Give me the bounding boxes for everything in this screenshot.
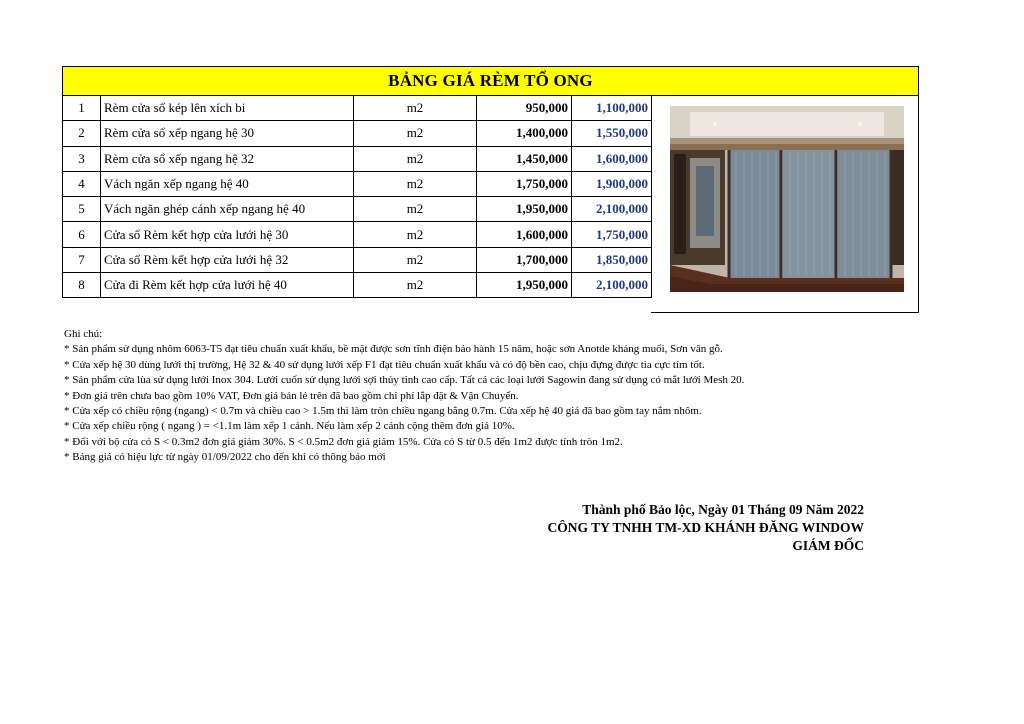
product-name: Rèm cửa sổ xếp ngang hệ 32 xyxy=(101,146,354,171)
price: 1,950,000 xyxy=(477,273,572,298)
product-name: Rèm cửa sổ kép lên xích bi xyxy=(101,96,354,121)
unit: m2 xyxy=(354,96,477,121)
table-row xyxy=(63,121,652,146)
note-line: * Bảng giá có hiệu lực từ ngày 01/09/2022 cho đến khi có thông báo mới xyxy=(64,451,386,464)
price: 950,000 xyxy=(477,96,572,121)
price: 1,450,000 xyxy=(477,146,572,171)
row-number: 3 xyxy=(63,146,101,171)
signer-role: GIÁM ĐỐC xyxy=(792,538,864,553)
row-number: 6 xyxy=(63,222,101,247)
note-line: * Đối với bộ cửa có S < 0.3m2 đơn giá giảm 30%. S < 0.5m2 đơn giá giảm 15%. Cửa có S từ 0.5 đến 1m2 được tính tròn 1m2. xyxy=(64,435,623,448)
price: 1,600,000 xyxy=(477,222,572,247)
unit: m2 xyxy=(354,121,477,146)
product-name: Cửa đi Rèm kết hợp cửa lưới hệ 40 xyxy=(101,273,354,298)
product-name: Cửa sổ Rèm kết hợp cửa lưới hệ 32 xyxy=(101,247,354,272)
price-alt: 1,850,000 xyxy=(572,247,652,272)
row-number: 4 xyxy=(63,171,101,196)
company-name: CÔNG TY TNHH TM-XD KHÁNH ĐĂNG WINDOW xyxy=(547,520,864,535)
price: 1,700,000 xyxy=(477,247,572,272)
table-row xyxy=(63,247,652,272)
price-table xyxy=(62,95,652,298)
page-title: BẢNG GIÁ RÈM TỔ ONG xyxy=(388,71,593,90)
product-name: Cửa sổ Rèm kết hợp cửa lưới hệ 30 xyxy=(101,222,354,247)
price: 1,950,000 xyxy=(477,197,572,222)
row-number: 5 xyxy=(63,197,101,222)
note-line: * Đơn giá trên chưa bao gồm 10% VAT, Đơn giá bán lẻ trên đã bao gồm chi phí lắp đặt & Vận Chuyển. xyxy=(64,389,519,402)
table-row xyxy=(63,171,652,196)
price-alt: 2,100,000 xyxy=(572,273,652,298)
note-line: * Cửa xếp chiều rộng ( ngang ) = <1.1m làm xếp 1 cánh. Nếu làm xếp 2 cánh cộng thêm đơn giá 10%. xyxy=(64,420,515,433)
product-photo-cell xyxy=(651,95,919,313)
price-alt: 1,750,000 xyxy=(572,222,652,247)
table-row xyxy=(63,146,652,171)
row-number: 7 xyxy=(63,247,101,272)
room-partition-image xyxy=(670,106,904,292)
product-photo xyxy=(670,106,904,292)
unit: m2 xyxy=(354,171,477,196)
table-row xyxy=(63,96,652,121)
table-row xyxy=(63,222,652,247)
unit: m2 xyxy=(354,273,477,298)
price-alt: 1,900,000 xyxy=(572,171,652,196)
unit: m2 xyxy=(354,146,477,171)
note-line: * Cửa xếp hệ 30 dùng lưới thị trường, Hệ 32 & 40 sử dụng lưới xếp F1 đạt tiêu chuẩn xuất khẩu và có độ bền cao, chịu đựng được tia cực tím tốt. xyxy=(64,358,705,371)
price: 1,400,000 xyxy=(477,121,572,146)
signature-block xyxy=(547,501,864,555)
row-number: 8 xyxy=(63,273,101,298)
table-row xyxy=(63,197,652,222)
note-line: * Sản phẩm cửa lùa sử dụng lưới Inox 304. Lưới cuốn sử dụng lưới sợi thủy tinh cao cấp. Tất cả các loại lưới Sagowin đang sử dụng có mắt lưới Mesh 20. xyxy=(64,374,745,387)
price-alt: 2,100,000 xyxy=(572,197,652,222)
row-number: 2 xyxy=(63,121,101,146)
price-alt: 1,100,000 xyxy=(572,96,652,121)
note-line: * Cửa xếp có chiều rộng (ngang) < 0.7m và chiều cao > 1.5m thì làm tròn chiều ngang bằng 0.7m. Cửa xếp hệ 40 giá đã bao gồm tay nắm nhôm. xyxy=(64,405,702,418)
place-date: Thành phố Bảo lộc, Ngày 01 Tháng 09 Năm 2022 xyxy=(582,502,864,517)
price-alt: 1,550,000 xyxy=(572,121,652,146)
table-row xyxy=(63,273,652,298)
product-name: Vách ngăn ghép cánh xếp ngang hệ 40 xyxy=(101,197,354,222)
notes-heading: Ghi chú: xyxy=(64,328,103,340)
product-name: Vách ngăn xếp ngang hệ 40 xyxy=(101,171,354,196)
unit: m2 xyxy=(354,197,477,222)
unit: m2 xyxy=(354,222,477,247)
price-alt: 1,600,000 xyxy=(572,146,652,171)
unit: m2 xyxy=(354,247,477,272)
notes-section xyxy=(64,327,964,466)
price: 1,750,000 xyxy=(477,171,572,196)
note-line: * Sản phẩm sử dụng nhôm 6063-T5 đạt tiêu chuẩn xuất khẩu, bề mặt được sơn tĩnh điện bảo hành 15 năm, hoặc sơn Anotde kháng muối, Sơn vân gỗ. xyxy=(64,343,723,356)
price-table-title-bar xyxy=(62,66,919,96)
row-number: 1 xyxy=(63,96,101,121)
product-name: Rèm cửa sổ xếp ngang hệ 30 xyxy=(101,121,354,146)
